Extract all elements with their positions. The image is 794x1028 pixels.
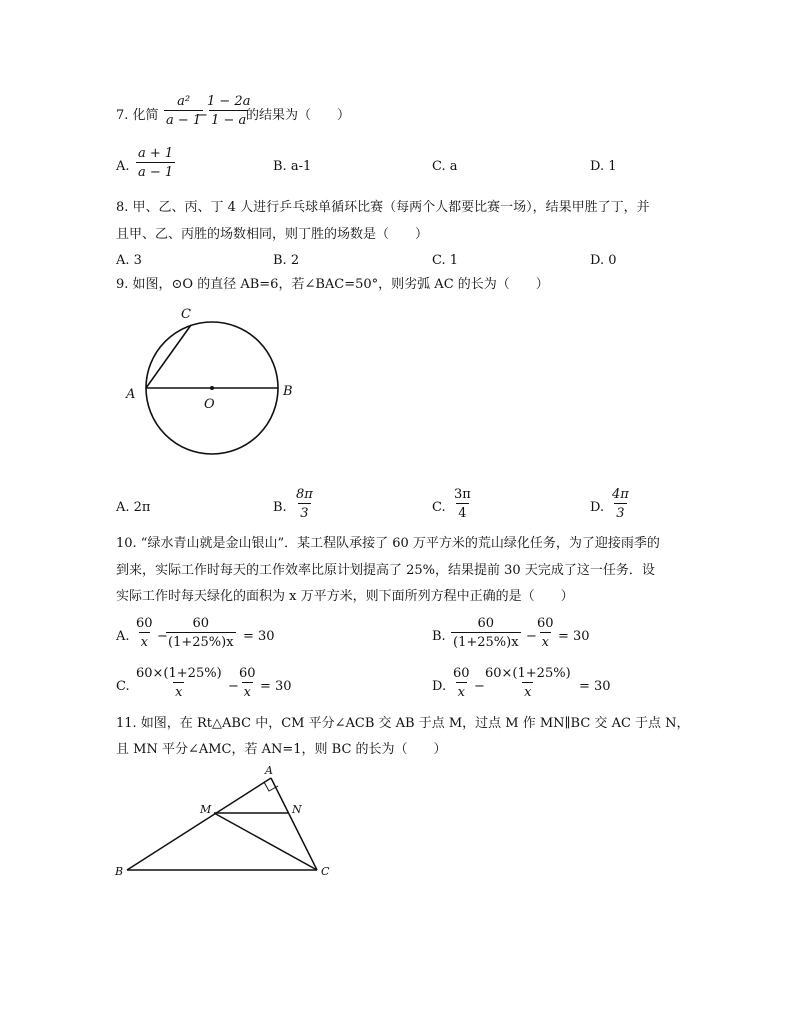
q8-line-2: 且甲、乙、丙胜的场数相同，则丁胜的场数是（ ） bbox=[116, 227, 429, 242]
q9-label-o: O bbox=[204, 397, 215, 412]
q10-b-frac1-numerator: 60 bbox=[477, 616, 495, 631]
q10-option-b-fraction-2 bbox=[535, 617, 556, 649]
q10-a-frac1-numerator: 60 bbox=[136, 616, 153, 631]
q11-label-m: M bbox=[200, 803, 212, 816]
q9-label-b: B bbox=[283, 384, 293, 399]
q10-option-d-fraction-2 bbox=[483, 667, 573, 699]
q11-segment-mc bbox=[214, 813, 317, 870]
q11-line-1: 11. 如图，在 Rt△ABC 中，CM 平分∠ACB 交 AB 于点 M，过点 M 作 MN∥BC 交 AC 于点 N， bbox=[116, 716, 690, 731]
q9-option-c-label: C. bbox=[432, 500, 446, 515]
q10-option-c-fraction-1 bbox=[134, 667, 224, 699]
q10-option-c-label: C. bbox=[116, 679, 130, 694]
q9-label-c: C bbox=[181, 307, 191, 322]
q11-label-c: C bbox=[321, 865, 330, 878]
q9-option-c-denominator: 4 bbox=[456, 503, 468, 520]
q10-d-frac1-denominator: x bbox=[456, 682, 467, 699]
q9-option-b-denominator: 3 bbox=[298, 503, 310, 520]
q9-option-b-numerator: 8π bbox=[296, 487, 313, 502]
q8-option-c: C. 1 bbox=[432, 253, 459, 268]
q7-option-c: C. a bbox=[432, 159, 458, 174]
q10-option-d-equals: = 30 bbox=[579, 679, 611, 694]
q11-side-ab bbox=[127, 778, 271, 870]
q10-a-frac2-numerator: 60 bbox=[192, 616, 210, 631]
q10-option-b-equals: = 30 bbox=[558, 629, 590, 644]
q10-d-frac1-numerator: 60 bbox=[453, 666, 470, 681]
q7-minus: − bbox=[197, 108, 208, 123]
q10-b-frac2-numerator: 60 bbox=[537, 616, 554, 631]
q9-option-d-denominator: 3 bbox=[614, 503, 626, 520]
q10-line-3: 实际工作时每天绿化的面积为 x 万平方米，则下面所列方程中正确的是（ ） bbox=[116, 589, 574, 604]
q7-stem-prefix: 7. 化简 bbox=[116, 108, 159, 123]
q7-option-b: B. a-1 bbox=[273, 159, 312, 174]
q10-option-a-minus: − bbox=[157, 629, 168, 644]
q7-option-a-denominator: a − 1 bbox=[136, 162, 175, 179]
q10-option-a-fraction-2 bbox=[166, 617, 236, 649]
q10-option-d-label: D. bbox=[432, 679, 447, 694]
q10-option-a-fraction-1 bbox=[134, 617, 155, 649]
q10-option-c-minus: − bbox=[228, 679, 239, 694]
q10-c-frac1-numerator: 60×(1+25%) bbox=[136, 666, 222, 681]
q10-a-frac1-denominator: x bbox=[139, 632, 150, 649]
q11-label-a: A bbox=[265, 764, 273, 777]
q10-option-c-fraction-2 bbox=[237, 667, 258, 699]
q10-b-frac1-denominator: (1+25%)x bbox=[451, 632, 521, 649]
q9-label-a: A bbox=[126, 387, 136, 402]
q10-option-c-equals: = 30 bbox=[260, 679, 292, 694]
q10-c-frac2-numerator: 60 bbox=[239, 666, 256, 681]
q10-option-b-minus: − bbox=[526, 629, 537, 644]
q10-c-frac2-denominator: x bbox=[242, 682, 253, 699]
q7-frac2-denominator: 1 − a bbox=[209, 110, 248, 127]
q10-option-d-minus: − bbox=[474, 679, 485, 694]
q10-option-a-equals: = 30 bbox=[243, 629, 275, 644]
q11-triangle-figure bbox=[110, 760, 350, 885]
q11-side-ac bbox=[271, 778, 317, 870]
q9-option-b-fraction bbox=[294, 488, 315, 520]
q9-center-point bbox=[210, 386, 214, 390]
q10-option-b-fraction-1 bbox=[451, 617, 521, 649]
q7-stem-suffix: 的结果为（ ） bbox=[246, 108, 351, 123]
q9-circle-figure bbox=[118, 300, 308, 490]
q9-option-a: A. 2π bbox=[116, 500, 151, 515]
q10-option-d-fraction-1 bbox=[451, 667, 472, 699]
q10-c-frac1-denominator: x bbox=[173, 682, 184, 699]
q10-b-frac2-denominator: x bbox=[540, 632, 551, 649]
q10-a-frac2-denominator: (1+25%)x bbox=[166, 632, 236, 649]
q10-line-2: 到来，实际工作时每天的工作效率比原计划提高了 25%，结果提前 30 天完成了这一任务．设 bbox=[116, 563, 655, 578]
q8-line-1: 8. 甲、乙、丙、丁 4 人进行乒乓球单循环比赛（每两个人都要比赛一场），结果甲胜了丁，并 bbox=[116, 200, 650, 215]
q7-frac1-denominator: a − 1 bbox=[164, 110, 203, 127]
q7-option-d: D. 1 bbox=[590, 159, 617, 174]
q10-d-frac2-denominator: x bbox=[522, 682, 533, 699]
q9-chord-ac bbox=[146, 325, 191, 388]
q10-d-frac2-numerator: 60×(1+25%) bbox=[485, 666, 571, 681]
q8-option-b: B. 2 bbox=[273, 253, 300, 268]
q11-label-b: B bbox=[115, 865, 124, 878]
q7-option-a-fraction bbox=[136, 147, 175, 179]
q8-option-a: A. 3 bbox=[116, 253, 142, 268]
q9-option-d-label: D. bbox=[590, 500, 605, 515]
q9-option-c-numerator: 3π bbox=[454, 487, 471, 502]
q10-option-b-label: B. bbox=[432, 629, 446, 644]
q7-option-a-numerator: a + 1 bbox=[138, 146, 174, 161]
q10-line-1: 10. “绿水青山就是金山银山”．某工程队承接了 60 万平方米的荒山绿化任务，为了迎接雨季的 bbox=[116, 536, 660, 551]
q11-label-n: N bbox=[292, 803, 302, 816]
q9-option-b-label: B. bbox=[273, 500, 287, 515]
q7-option-a-label: A. bbox=[116, 159, 130, 174]
q10-option-a-label: A. bbox=[116, 629, 130, 644]
q9-option-d-numerator: 4π bbox=[612, 487, 629, 502]
q11-line-2: 且 MN 平分∠AMC，若 AN=1，则 BC 的长为（ ） bbox=[116, 742, 447, 757]
q9-option-c-fraction bbox=[452, 488, 473, 520]
q7-frac1-numerator: a² bbox=[177, 94, 191, 109]
q9-stem: 9. 如图，⊙O 的直径 AB=6，若∠BAC=50°，则劣弧 AC 的长为（ ） bbox=[116, 277, 549, 292]
q7-frac2-numerator: 1 − 2a bbox=[207, 94, 251, 109]
q9-option-d-fraction bbox=[610, 488, 631, 520]
q8-option-d: D. 0 bbox=[590, 253, 617, 268]
